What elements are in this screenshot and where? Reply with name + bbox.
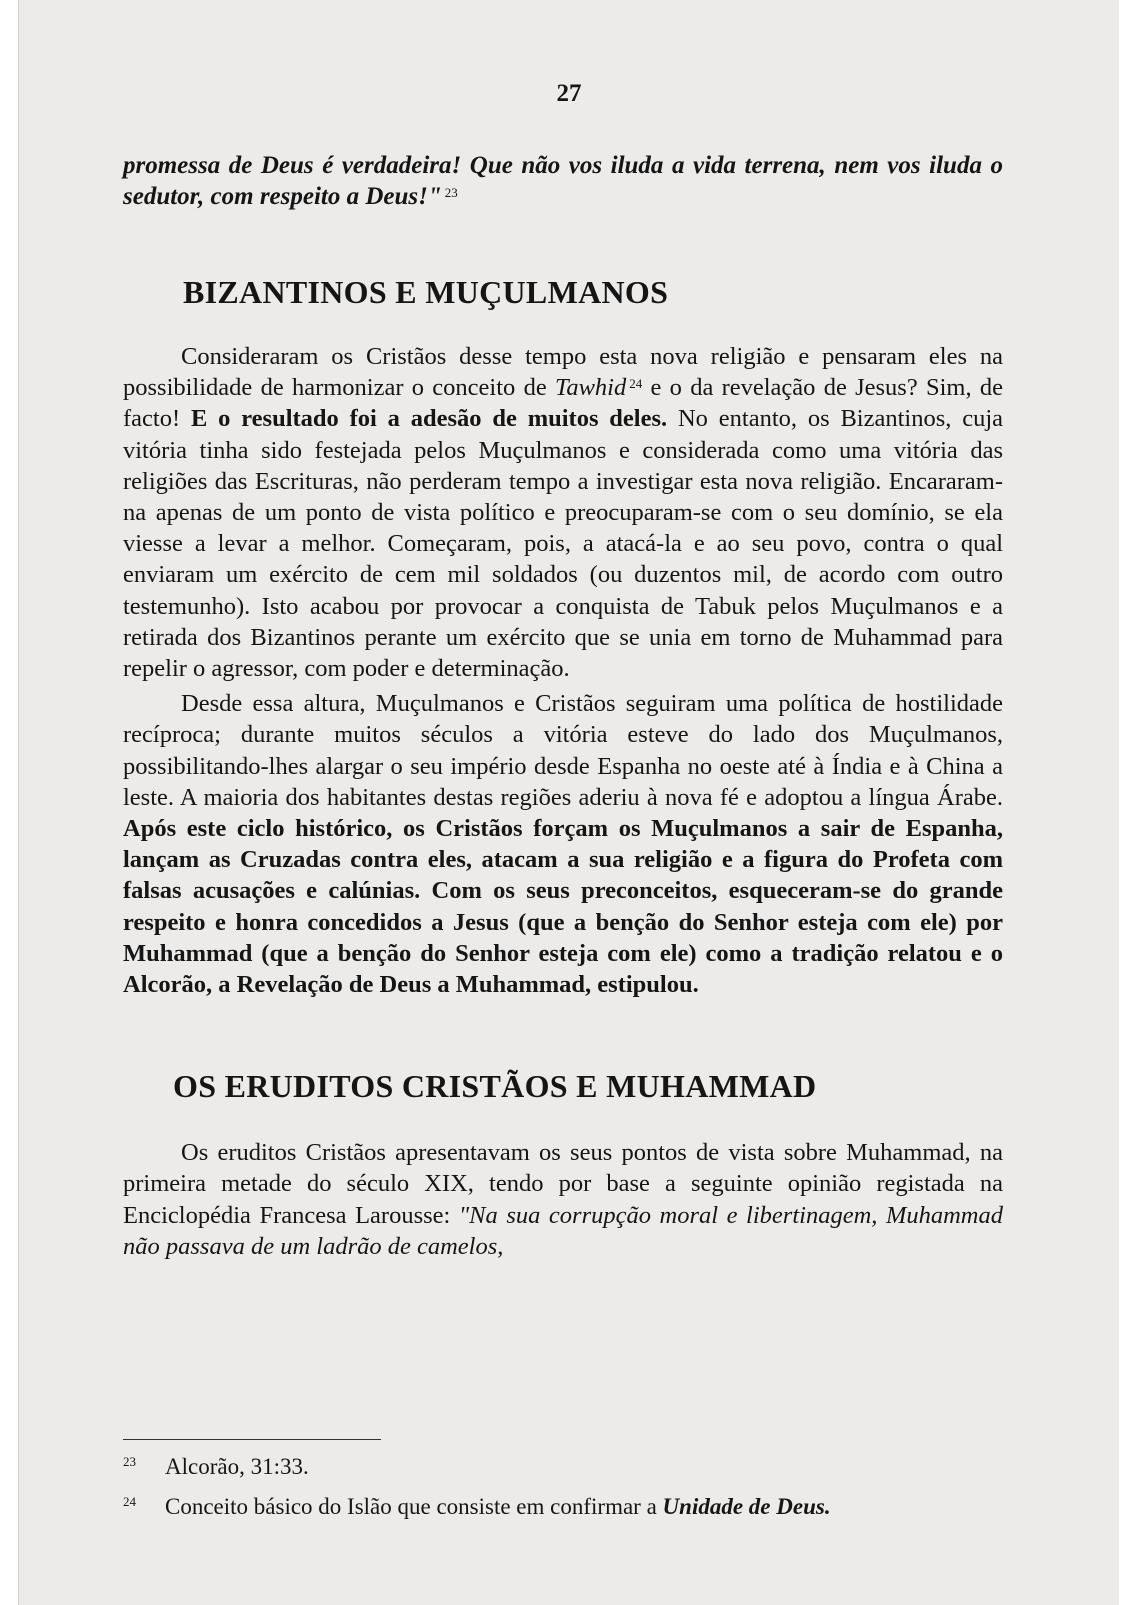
footnote-text: Conceito básico do Islão que consiste em confirmar a	[165, 1494, 663, 1519]
footnotes	[123, 1450, 1003, 1530]
paragraph-1-text-c: No entanto, os Bizantinos, cuja vitória tinha sido festejada pelos Muçulmanos e considerada como uma vitória das religiões das Escrituras, não perderam tempo a investigar esta nova religião. Encararam-na apenas de um ponto de vista político e preocuparam-se com o seu domínio, se ela viesse a levar a melhor. Começaram, pois, a atacá-la e ao seu povo, contra o qual enviaram um exército de cem mil soldados (ou duzentos mil, de acordo com outro testemunho). Isto acabou por provocar a conquista de Tabuk pelos Muçulmanos e a retirada dos Bizantinos perante um exército que se unia em torno de Muhammad para repelir o agressor, com poder e determinação.	[123, 405, 1004, 683]
quote-footnote-ref: 23	[444, 185, 458, 200]
footnote-emphasis: Unidade de Deus.	[662, 1494, 831, 1519]
page-number: 27	[556, 80, 582, 107]
footnote-23	[123, 1450, 1003, 1484]
larousse-quote: "Na sua corrupção moral e libertinagem, Muhammad não passava de um ladrão de camelos,	[123, 1201, 1003, 1260]
page-content	[123, 150, 1003, 1262]
footnote-number: 24	[123, 1494, 136, 1509]
paragraph-2-bold: Após este ciclo histórico, os Cristãos forçam os Muçulmanos a sair de Espanha, lançam as Cruzadas contra eles, atacam a sua religião e a figura do Profeta com falsas acusações e calúnias. Com os seus preconceitos, esqueceram-se do grande respeito e honra concedidos a Jesus (que a benção do Senhor esteja com ele) por Muhammad (que a benção do Senhor esteja com ele) como a tradição relatou e o Alcorão, a Revelação de Deus a Muhammad, estipulou.	[123, 815, 1003, 999]
section-heading-bizantinos: BIZANTINOS E MUÇULMANOS	[183, 274, 669, 310]
footnote-ref-24: 24	[629, 376, 643, 392]
paragraph-1	[123, 341, 1003, 684]
footnote-number: 23	[123, 1454, 136, 1469]
term-tawhid: Tawhid	[554, 374, 627, 402]
paragraph-2	[123, 688, 1003, 1000]
section-heading-eruditos: OS ERUDITOS CRISTÃOS E MUHAMMAD	[173, 1068, 817, 1105]
paragraph-3-text: Os eruditos Cristãos apresentavam os seus pontos de vista sobre Muhammad, na primeira metade do século XIX, tendo por base a seguinte opinião registada na Enciclopédia Francesa Larousse:	[123, 1139, 1003, 1229]
quote-text: promessa de Deus é verdadeira! Que não vos iluda a vida terrena, nem vos iluda o sedutor, com respeito a Deus!"	[123, 152, 1003, 210]
paragraph-2-text-a: Desde essa altura, Muçulmanos e Cristãos seguiram uma política de hostilidade recíproca; durante muitos séculos a vitória esteve do lado dos Muçulmanos, possibilitando-lhes alargar o seu império desde Espanha no oeste até à Índia e à China a leste. A maioria dos habitantes destas regiões aderiu à nova fé e adoptou a língua Árabe.	[123, 690, 1003, 811]
footnote-24	[123, 1490, 1003, 1524]
footnote-text: Alcorão, 31:33.	[165, 1454, 309, 1479]
footnote-divider	[123, 1439, 381, 1440]
opening-quote	[123, 150, 1003, 212]
paragraph-1-text-a: Consideraram os Cristãos desse tempo esta nova religião e pensaram eles na possibilidade de harmonizar o conceito de	[123, 343, 1003, 402]
paragraph-1-bold: E o resultado foi a adesão de muitos deles.	[190, 405, 668, 433]
paragraph-1-text-b: e o da revelação de Jesus? Sim, de facto!	[123, 374, 1003, 433]
book-page	[18, 0, 1119, 1605]
paragraph-3	[123, 1137, 1003, 1262]
